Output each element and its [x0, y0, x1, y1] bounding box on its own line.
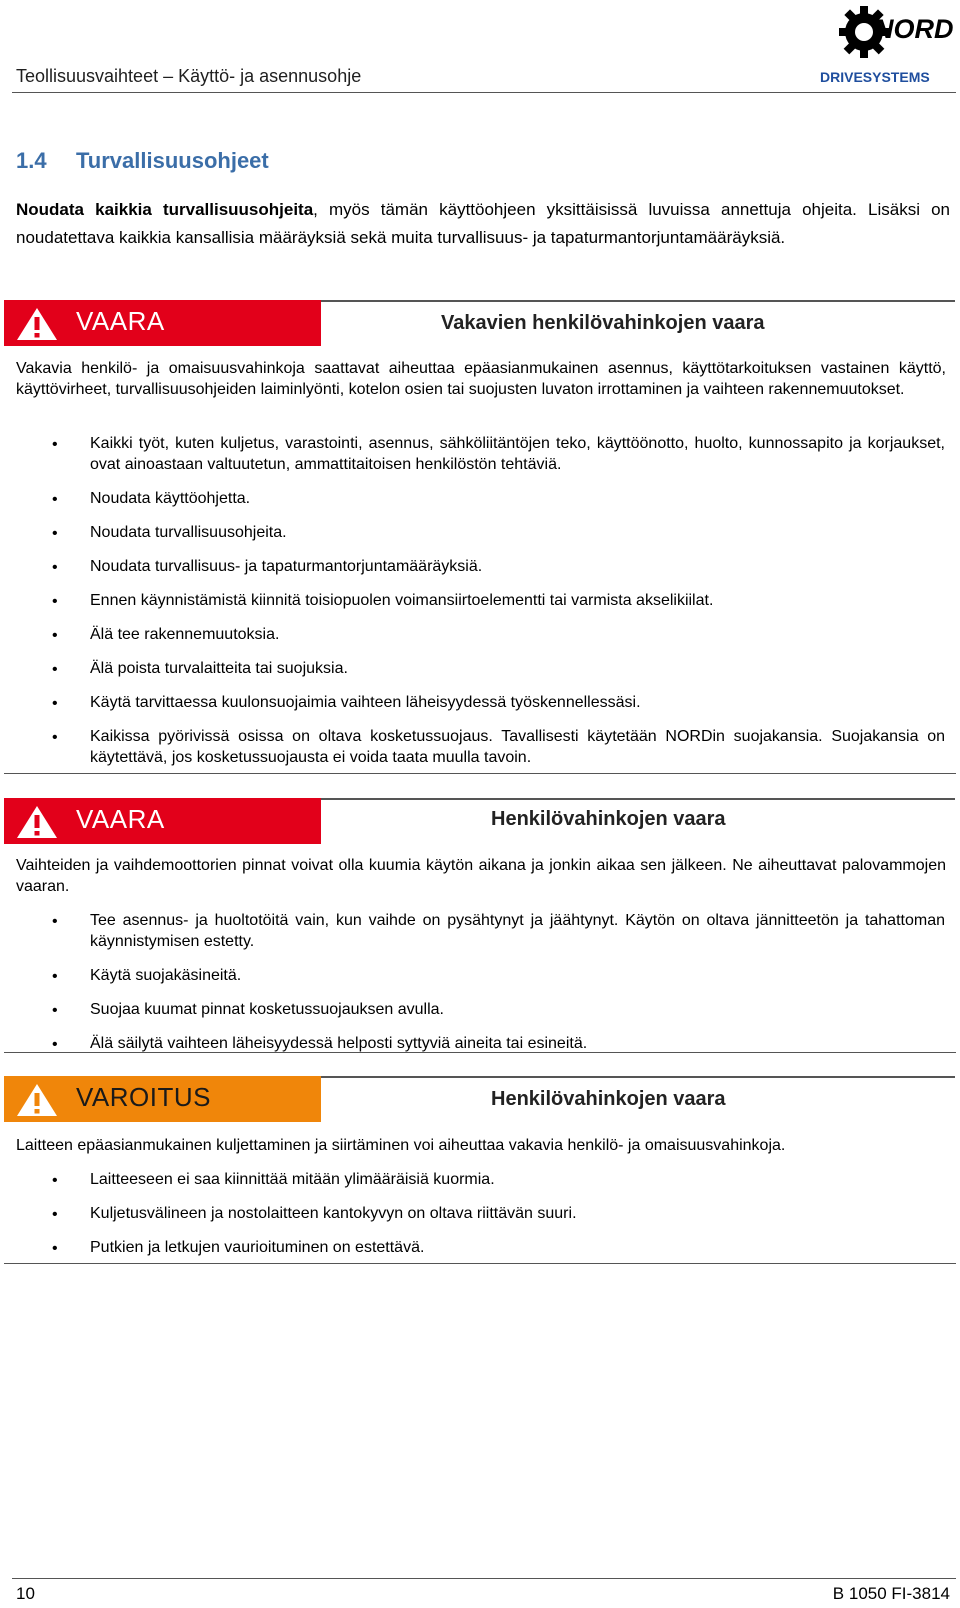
footer-divider — [12, 1578, 956, 1579]
list-item: • Laitteeseen ei saa kiinnittää mitään ylimääräisiä kuormia. — [52, 1171, 495, 1189]
list-item: • Putkien ja letkujen vaurioituminen on estettävä. — [52, 1239, 425, 1257]
list-item: • Tee asennus- ja huoltotöitä vain, kun vaihde on pysähtynyt ja jäähtynyt. Käytön on oltava jännitteetön ja tahattoman käynnistymisen estetty. — [52, 912, 945, 950]
danger-divider — [4, 1052, 956, 1053]
danger-label-bar — [4, 798, 321, 844]
list-item: • Käytä suojakäsineitä. — [52, 967, 242, 985]
warning-heading: Henkilövahinkojen vaara — [491, 1088, 726, 1110]
list-item: • Älä poista turvalaitteita tai suojuksia. — [52, 660, 348, 678]
danger-bullet-list — [0, 433, 960, 781]
warning-divider — [4, 1263, 956, 1264]
warning-triangle-icon — [16, 307, 58, 341]
list-item: • Käytä tarvittaessa kuulonsuojaimia vaihteen läheisyydessä työskennellessäsi. — [52, 694, 641, 712]
warning-heading-box — [321, 1076, 955, 1122]
warning-triangle-icon — [16, 1083, 58, 1117]
list-item: • Suojaa kuumat pinnat kosketussuojauksen avulla. — [52, 1001, 444, 1019]
danger-heading-box — [321, 300, 955, 346]
danger-bullet-list — [0, 910, 960, 1067]
warning-label: VAROITUS — [76, 1082, 211, 1112]
danger-heading: Henkilövahinkojen vaara — [491, 808, 726, 830]
list-item: • Kaikki työt, kuten kuljetus, varastointi, asennus, sähköliitäntöjen teko, käyttöönotto, huolto, kunnossapito ja korjaukset, ovat ainoastaan valtuutetun, ammattitaitoisen henkilöstön tehtäviä. — [52, 435, 945, 473]
warning-triangle-icon — [16, 805, 58, 839]
nord-logo — [820, 0, 954, 90]
warning-label-bar — [4, 1076, 321, 1122]
logo-drivesystems-text: DRIVESYSTEMS — [820, 69, 930, 85]
danger-text: Vakavia henkilö- ja omaisuusvahinkoja saattavat aiheuttaa epäasianmukainen asennus, käyttötarkoituksen vastainen käyttö, käyttövirheet, turvallisuusohjeiden laiminlyönti, kotelon osien tai suojusten luvaton irrottaminen ja vaihteen rakennemuutokset. — [16, 360, 946, 398]
list-item: • Noudata käyttöohjetta. — [52, 490, 251, 508]
page-number: 10 — [16, 1584, 35, 1603]
list-item: • Kaikissa pyörivissä osissa on oltava kosketussuojaus. Tavallisesti käytetään NORDin suojakansia. Suojakansia on käytettävä, jos kosketussuojausta ei voida taata muulla tavoin. — [52, 728, 945, 766]
intro-rest: , myös tämän käyttöohjeen yksittäisissä luvuissa annettuja ohjeita. Lisäksi on noudatettava kaikkia kansallisia määräyksiä sekä muita turvallisuus- ja tapaturmantorjuntamääräyksiä. — [16, 200, 950, 247]
logo-nord-text: NORD — [874, 14, 954, 44]
list-item: • Noudata turvallisuusohjeita. — [52, 524, 287, 542]
list-item: • Ennen käynnistämistä kiinnitä toisiopuolen voimansiirtoelementti tai varmista akselikiilat. — [52, 592, 714, 610]
intro-paragraph — [16, 196, 950, 252]
section-number: 1.4 — [16, 148, 47, 173]
danger-label: VAARA — [76, 306, 165, 336]
header-divider — [12, 92, 956, 93]
danger-label-bar — [4, 300, 321, 346]
list-item: • Älä tee rakennemuutoksia. — [52, 626, 280, 644]
danger-text: Vaihteiden ja vaihdemoottorien pinnat voivat olla kuumia käytön aikana ja jonkin aikaa sen jälkeen. Ne aiheuttavat palovammojen vaaran. — [16, 857, 946, 895]
danger-heading-box — [321, 798, 955, 844]
danger-divider — [4, 773, 956, 774]
warning-text: Laitteen epäasianmukainen kuljettaminen ja siirtäminen voi aiheuttaa vakavia henkilö- ja omaisuusvahinkoja. — [16, 1137, 786, 1154]
list-item: • Noudata turvallisuus- ja tapaturmantorjuntamääräyksiä. — [52, 558, 483, 576]
list-item: • Kuljetusvälineen ja nostolaitteen kantokyvyn on oltava riittävän suuri. — [52, 1205, 577, 1223]
danger-label: VAARA — [76, 804, 165, 834]
document-code: B 1050 FI-3814 — [832, 1584, 950, 1603]
section-title: Turvallisuusohjeet — [76, 148, 269, 173]
list-item: • Älä säilytä vaihteen läheisyydessä helposti syttyviä aineita tai esineitä. — [52, 1035, 588, 1053]
document-header-title: Teollisuusvaihteet – Käyttö- ja asennusohje — [16, 66, 362, 86]
intro-bold: Noudata kaikkia turvallisuusohjeita — [16, 200, 314, 219]
warning-bullet-list — [0, 1169, 960, 1271]
danger-heading: Vakavien henkilövahinkojen vaara — [441, 312, 765, 334]
